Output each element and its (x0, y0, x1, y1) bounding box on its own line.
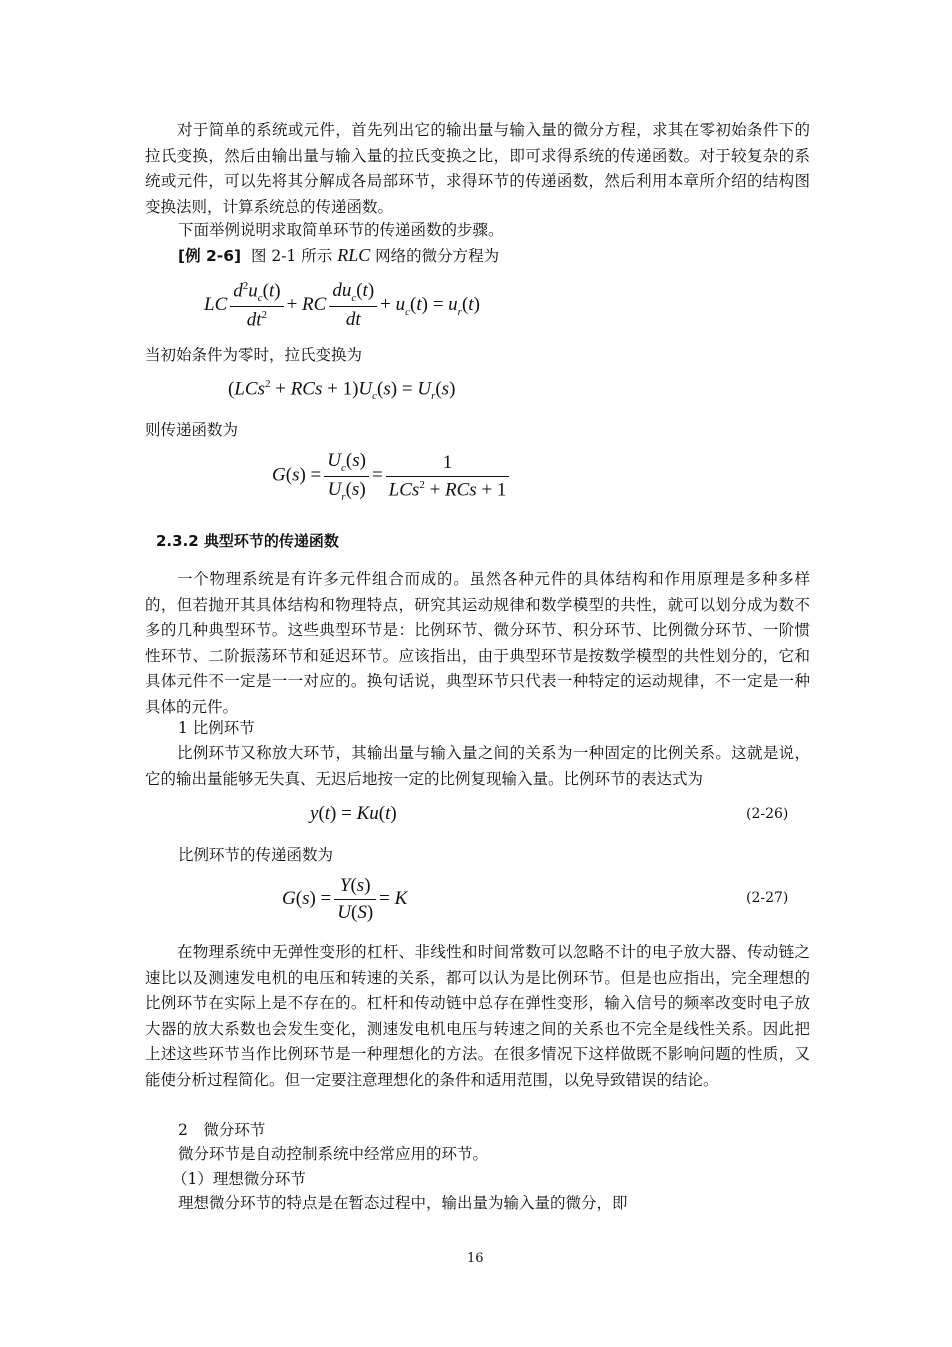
example-label: [例 2-6] (178, 247, 242, 265)
subsection-2-title: 2 微分环节 (178, 1121, 266, 1139)
subsection-2-1-title: （1）理想微分环节 (172, 1170, 306, 1188)
physical-systems-paragraph: 在物理系统中无弹性变形的杠杆、非线性和时间常数可以忽略不计的电子放大器、传动链之速比以及测速发电机的电压和转速的关系，都可以认为是比例环节。但是也应指出，完全理想的比例环节在实际上是不存在的。杠杆和传动链中总存在弹性变形，输入信号的频率改变时电子放大器的放大系数也会发生变化，测速发电机电压与转速之间的关系也不完全是线性关系。因此把上述这些环节当作比例环节是一种理想化的方法。在很多情况下这样做既不影响问题的性质，又能使分析过程简化。但一定要注意理想化的条件和适用范围，以免导致错误的结论。 (145, 943, 810, 1089)
differential-equation: LC $\frac{d^2u_c(t)}{dt^2}$ + RC $\frac{du_c(t)}{dt}$ + $u_c(t) = u_r(t)$ (204, 280, 480, 331)
example-line (178, 243, 499, 268)
example-text-b: 网络的微分方程为 (375, 247, 500, 265)
laplace-intro-text: 当初始条件为零时，拉氏变换为 (145, 346, 363, 364)
example-text-rlc: RLC (337, 245, 371, 265)
equation-2-27: G(s) = $\frac{Y(s)}{U(S)}$ = K (282, 875, 408, 923)
equation-2-26: y(t) = Ku(t) (310, 803, 397, 824)
tf-intro-text: 则传递函数为 (145, 421, 239, 439)
page-number: 16 (467, 1251, 484, 1266)
equation-2-27-number: (2-27) (746, 890, 789, 906)
laplace-equation: (LCs$^2$ + RCs + $1)U_c(s) = U_r(s)$ (228, 378, 456, 403)
subsection-2-paragraph: 微分环节是自动控制系统中经常应用的环节。 (178, 1145, 489, 1163)
subsection-1-title: 1 比例环节 (178, 719, 255, 737)
section-heading: 2.3.2 典型环节的传递函数 (156, 532, 339, 550)
subsection-2-1-paragraph: 理想微分环节的特点是在暂态过程中，输出量为输入量的微分，即 (178, 1194, 628, 1212)
example-text-a: 图 2-1 所示 (250, 247, 333, 265)
intro-paragraph: 对于简单的系统或元件，首先列出它的输出量与输入量的微分方程，求其在零初始条件下的拉氏变换，然后由输出量与输入量的拉氏变换之比，即可求得系统的传递函数。对于较复杂的系统或元件，可以先将其分解成各局部环节，求得环节的传递函数，然后利用本章所介绍的结构图变换法则，计算系统总的传递函数。 (145, 121, 810, 216)
example-lead-text: 下面举例说明求取简单环节的传递函数的步骤。 (178, 221, 504, 239)
equation-2-26-number: (2-26) (746, 806, 789, 822)
section-intro-paragraph: 一个物理系统是有许多元件组合而成的。虽然各种元件的具体结构和作用原理是多种多样的，但若抛开其具体结构和物理特点，研究其运动规律和数学模型的共性，就可以划分成为数不多的几种典型环节。这些典型环节是：比例环节、微分环节、积分环节、比例微分环节、一阶惯性环节、二阶振荡环节和延迟环节。应该指出，由于典型环节是按数学模型的共性划分的，它和具体元件不一定是一一对应的。换句话说，典型环节只代表一种特定的运动规律，不一定是一种具体的元件。 (145, 570, 810, 716)
proportional-tf-label: 比例环节的传递函数为 (178, 846, 334, 864)
subsection-1-paragraph: 比例环节又称放大环节，其输出量与输入量之间的关系为一种固定的比例关系。这就是说，它的输出量能够无失真、无迟后地按一定的比例复现输入量。比例环节的表达式为 (145, 744, 810, 788)
transfer-function-equation: G(s) = $\frac{U_c(s)}{U_r(s)}$ = $\frac{1}{LCs^2 + RCs + 1}$ (272, 450, 512, 503)
